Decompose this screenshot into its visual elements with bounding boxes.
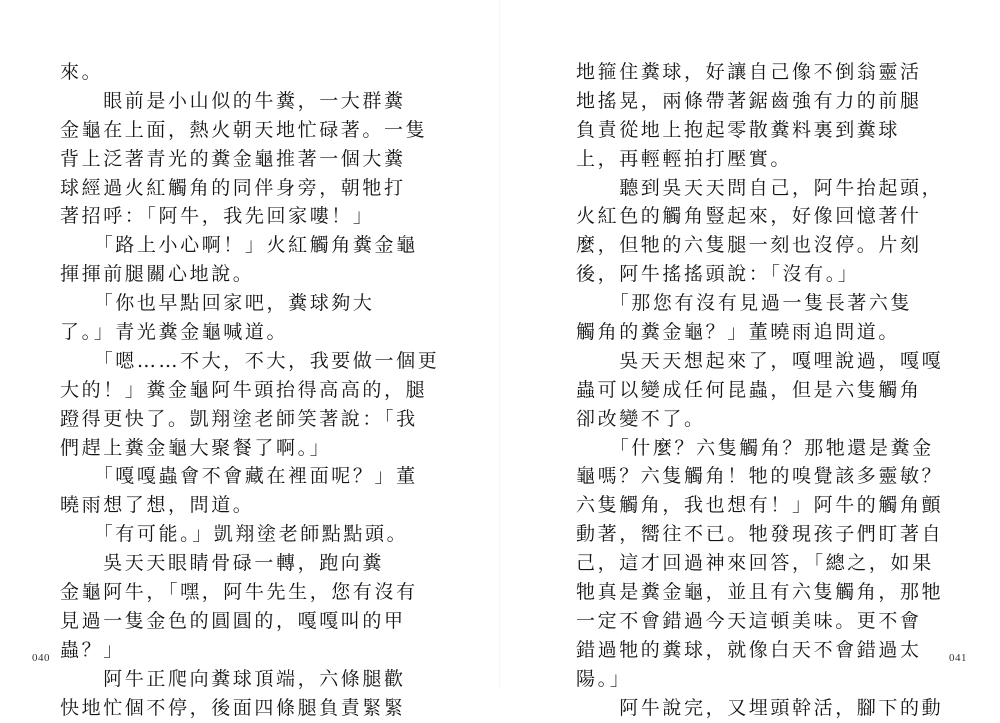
text-line: 聽到吳天天問自己，阿牛抬起頭，: [576, 176, 944, 199]
right-page: [500, 0, 1000, 719]
text-line: 了。」青光糞金龜喊道。: [60, 321, 289, 344]
text-line: 火紅色的觸角豎起來，好像回憶著什: [576, 205, 922, 228]
text-line: 「什麼？六隻觸角？那牠還是糞金: [576, 436, 934, 459]
text-line: 麼，但牠的六隻腿一刻也沒停。片刻: [576, 234, 922, 257]
text-line: 阿牛正爬向糞球頂端，六條腿歡: [60, 667, 406, 690]
page-number-left: 040: [32, 652, 50, 664]
text-line: 己，這才回過神來回答，「總之，如果: [576, 552, 934, 575]
text-line: 地搖晃，兩條帶著鋸齒強有力的前腿: [576, 89, 922, 112]
left-page: [0, 0, 500, 719]
text-line: 「嘎嘎蟲會不會藏在裡面呢？」董: [60, 465, 418, 488]
text-line: 動著，嚮往不已。牠發現孩子們盯著自: [576, 523, 944, 546]
text-line: 蹬得更快了。凱翔塗老師笑著說：「我: [60, 407, 418, 430]
text-line: 背上泛著青光的糞金龜推著一個大糞: [60, 147, 406, 170]
text-line: 「有可能。」凱翔塗老師點點頭。: [60, 523, 409, 546]
text-line: 「路上小心啊！」火紅觸角糞金龜: [60, 234, 418, 257]
text-line: 「嗯……不大，不大，我要做一個更: [60, 349, 440, 372]
text-line: 負責從地上抱起零散糞料裏到糞球: [576, 118, 901, 141]
left-page-text: [60, 58, 460, 722]
text-line: 大的！」糞金龜阿牛頭抬得高高的，腿: [60, 378, 428, 401]
text-line: 蟲可以變成任何昆蟲，但是六隻觸角: [576, 378, 922, 401]
text-line: 見過一隻金色的圓圓的，嘎嘎叫的甲: [60, 609, 406, 632]
text-line: 球經過火紅觸角的同伴身旁，朝牠打: [60, 176, 406, 199]
text-line: 揮揮前腿關心地說。: [60, 263, 255, 286]
text-line: 陽。」: [576, 667, 632, 690]
text-line: 一定不會錯過今天這頓美味。更不會: [576, 609, 922, 632]
text-line: 阿牛說完，又埋頭幹活，腳下的動: [576, 696, 944, 719]
text-line: 龜嗎？六隻觸角！牠的嗅覺該多靈敏？: [576, 465, 944, 488]
right-page-text: [576, 58, 976, 722]
text-line: 後，阿牛搖搖頭說：「沒有。」: [576, 263, 860, 286]
text-line: 來。: [60, 61, 104, 83]
text-line: 「你也早點回家吧，糞球夠大: [60, 292, 375, 315]
text-line: 眼前是小山似的牛糞，一大群糞: [60, 89, 406, 112]
text-line: 地箍住糞球，好讓自己像不倒翁靈活: [576, 61, 922, 83]
text-line: 錯過牠的糞球，就像白天不會錯過太: [576, 638, 922, 661]
text-line: 觸角的糞金龜？」董曉雨追問道。: [576, 321, 901, 344]
text-line: 吳天天想起來了，嘎哩說過，嘎嘎: [576, 349, 944, 372]
text-line: 蟲？」: [60, 638, 125, 661]
text-line: 曉雨想了想，問道。: [60, 494, 255, 517]
text-line: 金龜阿牛，「嘿，阿牛先生，您有沒有: [60, 581, 418, 604]
text-line: 們趕上糞金龜大聚餐了啊。」: [60, 436, 332, 459]
text-line: 卻改變不了。: [576, 407, 706, 430]
text-line: 「那您有沒有見過一隻長著六隻: [576, 292, 913, 315]
text-line: 金龜在上面，熱火朝天地忙碌著。一隻: [60, 118, 428, 141]
text-line: 上，再輕輕拍打壓實。: [576, 147, 793, 170]
page-number-right: 041: [949, 652, 967, 664]
text-line: 著招呼：「阿牛，我先回家嘍！」: [60, 205, 375, 228]
text-line: 快地忙個不停，後面四條腿負責緊緊: [60, 696, 406, 719]
text-line: 吳天天眼睛骨碌一轉，跑向糞: [60, 552, 385, 575]
text-line: 牠真是糞金龜，並且有六隻觸角，那牠: [576, 581, 944, 604]
text-line: 六隻觸角，我也想有！」阿牛的觸角顫: [576, 494, 944, 517]
